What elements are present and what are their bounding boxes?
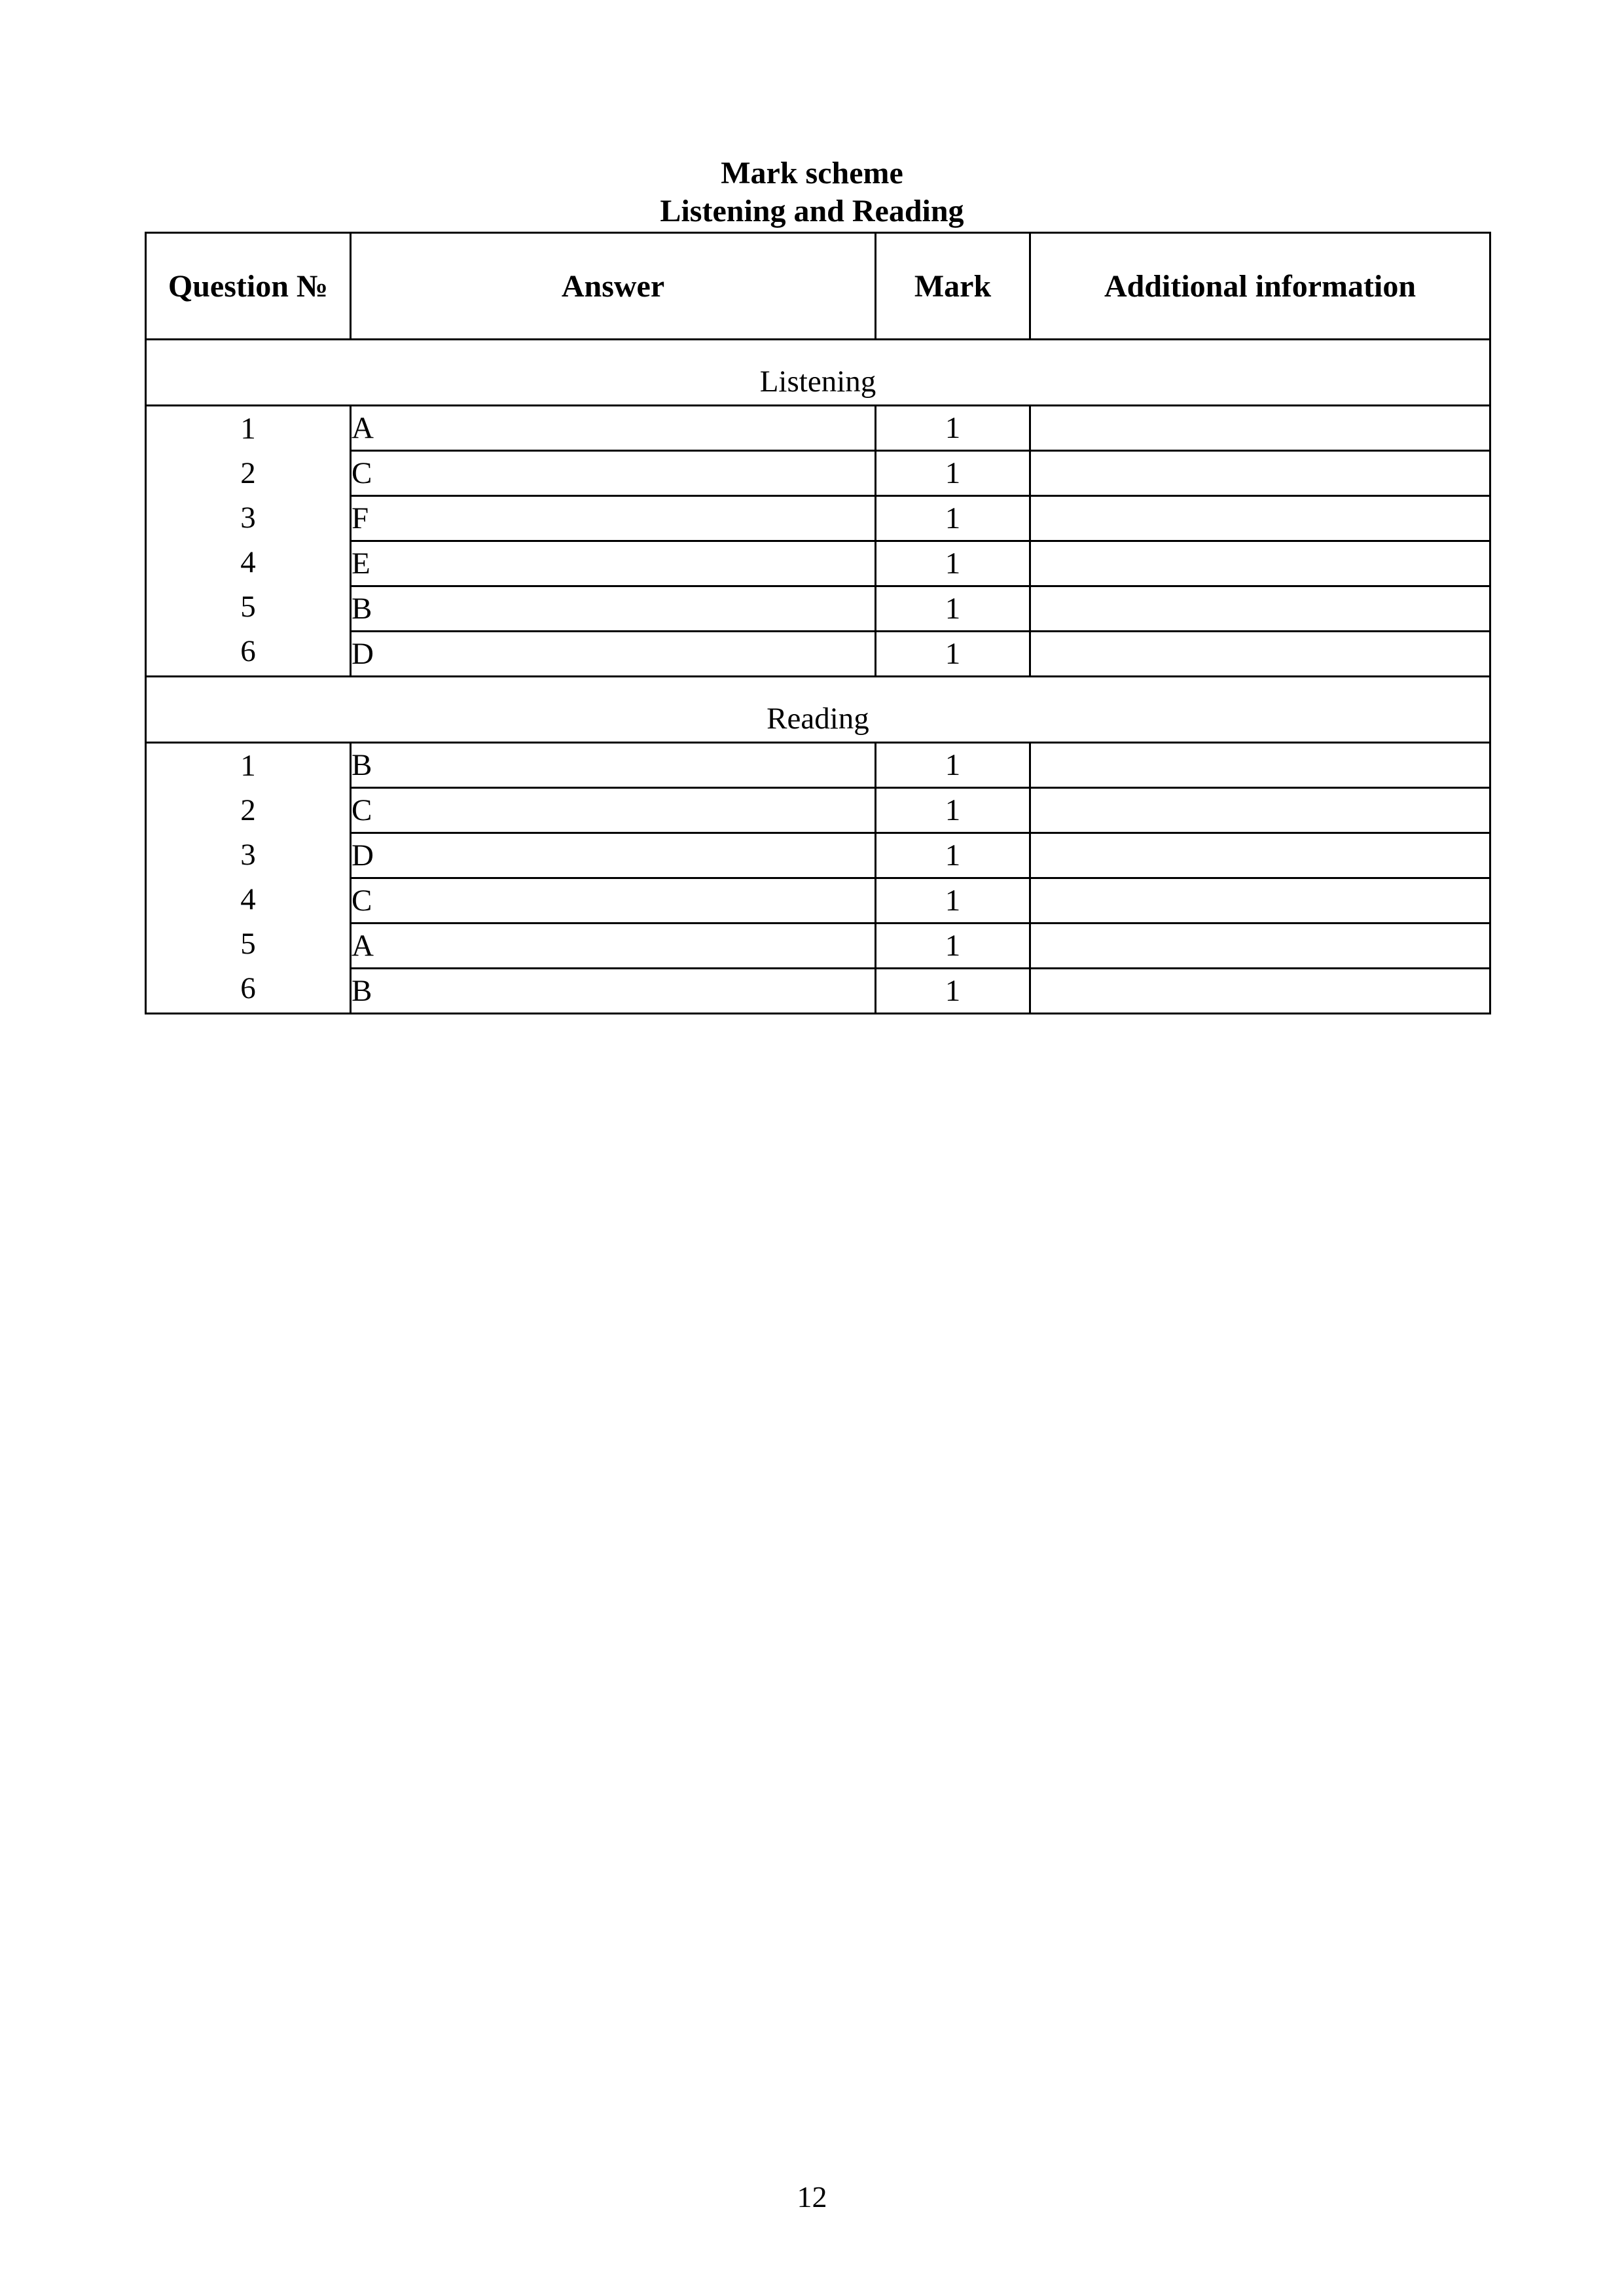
document-title-block (0, 154, 1624, 230)
additional-info-cell (1030, 743, 1490, 788)
mark-cell: 1 (876, 451, 1030, 496)
section-title: Listening (146, 340, 1490, 406)
mark-scheme-table (145, 232, 1491, 1014)
question-number: 4 (240, 882, 256, 916)
mark-cell: 1 (876, 406, 1030, 451)
additional-info-cell (1030, 541, 1490, 586)
section-listening (146, 340, 1490, 677)
answer-cell: C (351, 878, 876, 924)
additional-info-cell (1030, 969, 1490, 1014)
question-numbers-cell (146, 406, 351, 677)
answer-cell: B (351, 969, 876, 1014)
question-number: 2 (240, 793, 256, 827)
table-row (146, 743, 1490, 788)
section-title: Reading (146, 677, 1490, 743)
answer-cell: D (351, 833, 876, 878)
question-number: 6 (240, 971, 256, 1005)
additional-info-cell (1030, 496, 1490, 541)
question-numbers-cell (146, 743, 351, 1014)
answer-cell: F (351, 496, 876, 541)
additional-info-cell (1030, 586, 1490, 632)
mark-cell: 1 (876, 788, 1030, 833)
question-number: 2 (240, 456, 256, 490)
question-number: 6 (240, 634, 256, 668)
answer-cell: A (351, 406, 876, 451)
document-title: Mark scheme (721, 156, 903, 190)
additional-info-cell (1030, 406, 1490, 451)
document-subtitle: Listening and Reading (660, 194, 964, 228)
section-row-reading (146, 677, 1490, 743)
mark-cell: 1 (876, 632, 1030, 677)
table-row (146, 406, 1490, 451)
answer-cell: C (351, 451, 876, 496)
mark-cell: 1 (876, 586, 1030, 632)
answer-cell: B (351, 586, 876, 632)
header-question: Question № (146, 233, 351, 340)
answer-cell: C (351, 788, 876, 833)
section-row-listening (146, 340, 1490, 406)
table-header-row (146, 233, 1490, 340)
question-number: 3 (240, 500, 256, 535)
mark-cell: 1 (876, 743, 1030, 788)
header-mark: Mark (876, 233, 1030, 340)
question-number: 1 (240, 411, 256, 446)
mark-cell: 1 (876, 969, 1030, 1014)
additional-info-cell (1030, 924, 1490, 969)
additional-info-cell (1030, 788, 1490, 833)
additional-info-cell (1030, 878, 1490, 924)
page-number: 12 (797, 2180, 827, 2214)
section-reading (146, 677, 1490, 1014)
mark-cell: 1 (876, 833, 1030, 878)
question-number: 4 (240, 545, 256, 579)
question-number: 5 (240, 589, 256, 624)
additional-info-cell (1030, 833, 1490, 878)
answer-cell: E (351, 541, 876, 586)
header-answer: Answer (351, 233, 876, 340)
answer-cell: D (351, 632, 876, 677)
mark-cell: 1 (876, 924, 1030, 969)
answer-cell: B (351, 743, 876, 788)
question-number: 1 (240, 748, 256, 783)
question-number: 3 (240, 837, 256, 872)
additional-info-cell (1030, 632, 1490, 677)
mark-cell: 1 (876, 878, 1030, 924)
additional-info-cell (1030, 451, 1490, 496)
answer-cell: A (351, 924, 876, 969)
mark-cell: 1 (876, 496, 1030, 541)
header-additional-information: Additional information (1030, 233, 1490, 340)
question-number: 5 (240, 926, 256, 961)
mark-cell: 1 (876, 541, 1030, 586)
